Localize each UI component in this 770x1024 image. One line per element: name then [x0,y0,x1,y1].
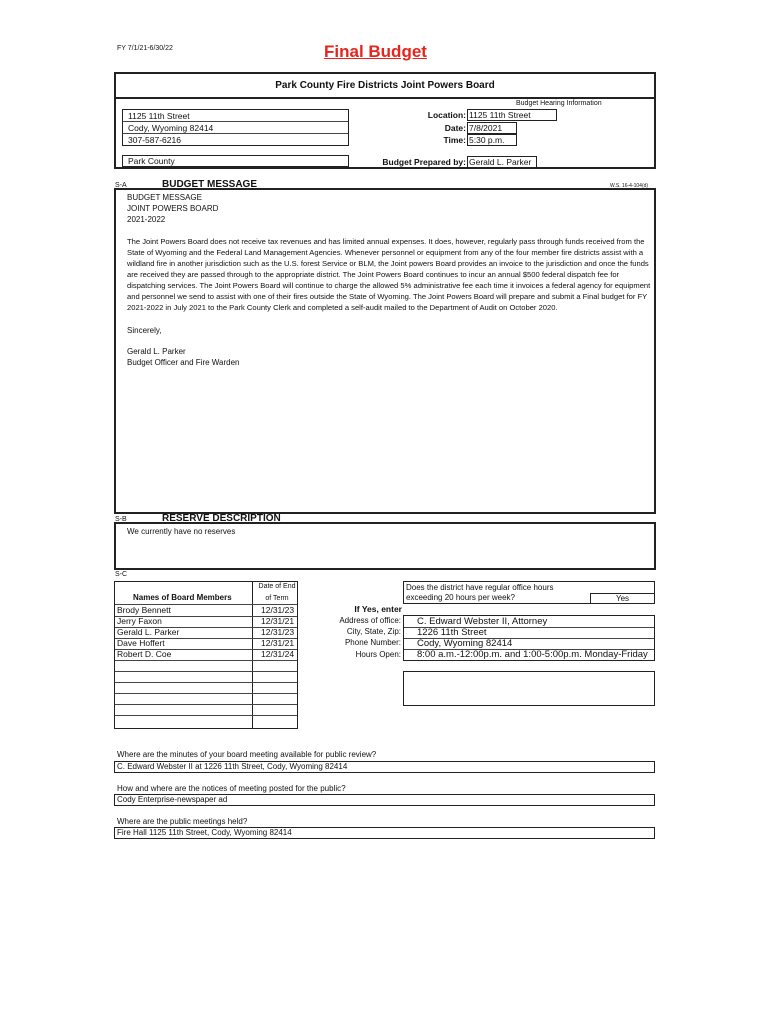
member-term: 12/31/21 [261,638,295,648]
office-hours-label: Hours Open: [355,650,401,659]
msg-line2: JOINT POWERS BOARD [127,204,219,213]
member-term: 12/31/24 [261,649,295,659]
budget-message-code: S-A [115,182,127,189]
hearing-info-label: Budget Hearing Information [516,100,602,107]
county-box [122,155,349,167]
office-phone-label: Phone Number: [344,638,401,647]
office-hours-question-box [403,581,655,604]
office-address-label: Address of office: [339,616,401,625]
board-table [114,581,298,729]
reserve-box [114,522,656,570]
time-label: Time: [443,135,466,145]
msg-signer-name: Gerald L. Parker [127,347,186,356]
office-city-value2: Cody, Wyoming 82414 [417,638,513,649]
org-header-box [114,72,656,169]
prepared-by-label: Budget Prepared by: [382,157,466,167]
address-line2: Cody, Wyoming 82414 [128,123,214,133]
msg-line1: BUDGET MESSAGE [127,193,202,202]
office-question-line2: exceeding 20 hours per week? [406,593,515,602]
location-label: Location: [427,110,466,120]
county: Park County [128,156,175,166]
term-header-2: of Term [265,595,289,602]
board-code: S-C [115,571,128,578]
office-empty-box [403,671,655,706]
office-city-value1: 1226 11th Street [417,627,487,638]
office-question-line1: Does the district have regular office hours [406,583,554,592]
office-city-label: City, State, Zip: [346,627,401,636]
page-title: Final Budget [324,42,427,61]
minutes-answer[interactable]: C. Edward Webster II at 1226 11th Street, Cody, Wyoming 82414 [114,761,655,773]
office-address-value: C. Edward Webster II, Attorney [417,616,548,627]
org-address-box [122,109,349,146]
office-hours-value: 8:00 a.m.-12:00p.m. and 1:00-5:00p.m. Monday-Friday [417,649,648,660]
statute-ref: W.S. 16-4-104(d) [610,183,649,189]
budget-message-heading: BUDGET MESSAGE [162,179,258,190]
member-term: 12/31/23 [261,627,295,637]
office-details-box [403,615,655,661]
minutes-question: Where are the minutes of your board meeting available for public review? [117,750,377,759]
address-line1: 1125 11th Street [128,111,190,121]
notices-question: How and where are the notices of meeting posted for the public? [117,784,346,793]
msg-paragraph: The Joint Powers Board does not receive tax revenues and has limited annual expenses. It does, however, regularly pass through funds received from the State of Wyoming and the Federal Land Management Agencies. Whenever personnel or equipment from any of the four member fire districts assist with a wildland fire in another jurisdiction such as the U.S. forest Service or BLM, the Joint powers Board provides an invoice to the jurisdiction and once the funds are received they are passed through to the appropriate district. The Joint Powers Board continues to incur an annual $500 federal dispatch fee for dispatching services. The Joint Powers Board will continue to charge the allowed 5% administrative fee each time it invoices a federal agency for equipment and personnel we send to assist with one of their fires outside the State of Wyoming. The Joint Powers Board will prepare and submit a Final budget for FY 2021-2022 in July 2021 to the Park County Clerk and completed a self-audit mailed to the Department of Audit on October 2020. [127,237,651,312]
meetings-answer[interactable]: Fire Hall 1125 11th Street, Cody, Wyoming 82414 [114,827,655,839]
office-hours-answer[interactable]: Yes [590,593,655,604]
msg-line3: 2021-2022 [127,215,166,224]
budget-message-box [114,188,656,514]
member-term: 12/31/23 [261,605,295,615]
member-name: Dave Hoffert [117,638,165,648]
date-label: Date: [444,123,466,133]
member-name: Brody Bennett [117,605,171,615]
member-name: Jerry Faxon [117,616,162,626]
member-name: Robert D. Coe [117,649,172,659]
msg-closing: Sincerely, [127,326,162,335]
meetings-question: Where are the public meetings held? [117,817,248,826]
org-phone: 307-587-6216 [128,135,181,145]
member-term: 12/31/21 [261,616,295,626]
location-value: 1125 11th Street [467,109,557,121]
member-name: Gerald L. Parker [117,627,180,637]
if-yes-label: If Yes, enter [354,604,402,614]
notices-answer[interactable]: Cody Enterprise-newspaper ad [114,794,655,806]
reserve-code: S-B [115,516,127,523]
reserve-heading: RESERVE DESCRIPTION [162,513,281,524]
names-header: Names of Board Members [133,593,232,602]
date-value: 7/8/2021 [467,122,517,134]
term-header-1: Date of End [258,583,296,590]
msg-signer-title: Budget Officer and Fire Warden [127,358,240,367]
reserve-text: We currently have no reserves [127,527,236,536]
org-name: Park County Fire Districts Joint Powers Board [275,80,495,91]
time-value: 5:30 p.m. [467,134,517,146]
prepared-by-value: Gerald L. Parker [467,156,537,168]
fiscal-year: FY 7/1/21-6/30/22 [117,45,173,52]
